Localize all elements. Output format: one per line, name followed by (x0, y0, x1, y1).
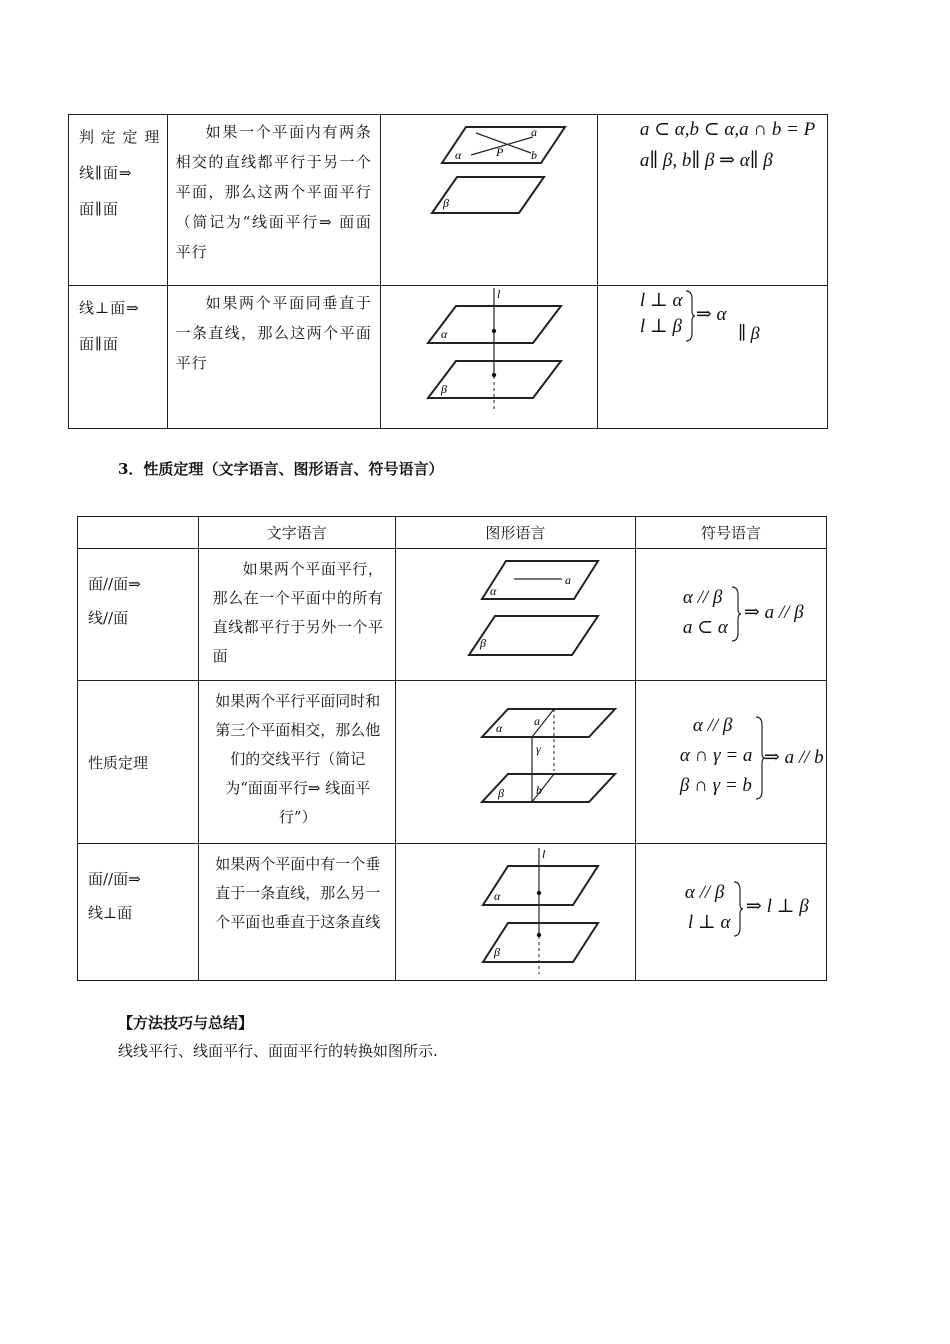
figure-cell (395, 844, 635, 981)
table-row (78, 549, 827, 681)
figure-cell (395, 681, 635, 844)
label-beta: β (493, 945, 500, 959)
category-cell (78, 681, 199, 844)
description-cell: 如果两个平面中有一个垂直于一条直线，那么另一个平面也垂直于这条直线 (198, 844, 395, 981)
symbol-cell (597, 286, 827, 429)
category-line: 线//面 (88, 609, 129, 627)
label-a: a (530, 125, 537, 139)
symbol-result: ⇒ a // β (743, 602, 804, 623)
symbol-line: a∥ β, b∥ β ⇒ α∥ β (639, 150, 773, 171)
intersection-point (492, 373, 496, 377)
tips-text: 线线平行、线面平行、面面平行的转换如图所示. (118, 1042, 438, 1060)
label-p: P (495, 145, 504, 159)
table-row (69, 286, 828, 429)
symbol-line: l ⊥ α (639, 290, 683, 311)
category-line: 线⊥面 (88, 904, 133, 922)
category-cell (78, 844, 199, 981)
symbol-result: ⇒ l ⊥ β (745, 896, 809, 917)
label-beta: β (497, 786, 504, 800)
theorem-table-properties (77, 516, 827, 981)
two-planes-intersecting-lines-figure (381, 115, 597, 285)
category-line: 线⊥面⇒ (79, 299, 140, 317)
figure-cell (380, 286, 597, 429)
symbol-cell (635, 681, 826, 844)
two-parallel-planes-cut-by-third-figure (396, 681, 635, 843)
plane-beta (483, 923, 598, 962)
label-alpha: α (493, 889, 501, 903)
symbol-line: α // β (682, 587, 723, 608)
theorem-table-judgement (68, 114, 828, 429)
intersection-point (537, 933, 541, 937)
symbol-cell (635, 549, 826, 681)
label-a: a (533, 714, 540, 728)
symbol-result: ⇒ α (695, 304, 727, 325)
label-b: b (530, 148, 537, 162)
description-cell: 如果一个平面内有两条相交的直线都平行于另一个平面，那么这两个平面平行（简记为“线面平行⇒ 面面平行 (167, 115, 380, 286)
label-alpha: α (454, 148, 462, 162)
category-cell (69, 115, 168, 286)
label-beta: β (479, 636, 486, 650)
symbol-line: a ⊂ α (682, 617, 728, 638)
label-b: b (535, 783, 542, 797)
section-title: 3．性质定理（文字语言、图形语言、符号语言） (118, 460, 444, 478)
category-line: 面//面⇒ (88, 575, 141, 593)
line-a (476, 133, 531, 153)
symbol-line: α ∩ γ = a (679, 745, 753, 766)
symbol-line: β ∩ γ = b (679, 775, 752, 796)
category-cell (69, 286, 168, 429)
category-line: 面∥面 (79, 200, 119, 218)
description-cell: 如果两个平面平行，那么在一个平面中的所有直线都平行于另外一个平面 (198, 549, 395, 681)
table-row (78, 681, 827, 844)
intersection-point (537, 891, 541, 895)
category-line: 面∥面 (79, 335, 119, 353)
brace (730, 585, 742, 643)
label-a: a (564, 573, 571, 587)
header-cell: 图形语言 (395, 517, 635, 549)
symbol-line: α // β (692, 715, 733, 736)
table-row (69, 115, 828, 286)
label-l: l (496, 287, 501, 301)
label-l: l (541, 847, 546, 861)
category-line: 判 定 定 理 (79, 128, 161, 146)
symbol-cell (597, 115, 827, 286)
parallel-planes-perpendicular-line-figure (396, 844, 635, 980)
symbol-result: ⇒ a // b (763, 747, 824, 768)
tips-title: 【方法技巧与总结】 (118, 1014, 254, 1032)
symbol-line: l ⊥ β (639, 316, 682, 337)
label-alpha: α (489, 584, 497, 598)
category-line: 性质定理 (88, 753, 149, 772)
brace (684, 289, 696, 343)
header-cell (78, 517, 199, 549)
category-cell (78, 549, 199, 681)
symbol-result: ∥ β (737, 323, 760, 343)
header-cell: 符号语言 (635, 517, 826, 549)
description-cell: 如果两个平行平面同时和第三个平面相交，那么他们的交线平行（简记为“面面平行⇒ 线面平行”） (198, 681, 395, 844)
symbol-line: α // β (684, 882, 725, 903)
description-cell: 如果两个平面同垂直于一条直线，那么这两个平面平行 (167, 286, 380, 429)
header-cell: 文字语言 (198, 517, 395, 549)
brace (732, 880, 744, 938)
plane-alpha (482, 561, 598, 599)
label-alpha: α (495, 721, 503, 735)
figure-cell (380, 115, 597, 286)
label-gamma: γ (535, 742, 541, 756)
plane-beta (469, 616, 598, 655)
table-row (78, 844, 827, 981)
figure-cell (395, 549, 635, 681)
symbol-cell (635, 844, 826, 981)
table-header-row (78, 517, 827, 549)
parallel-planes-line-figure (396, 549, 635, 680)
label-alpha: α (440, 327, 448, 341)
intersection-point (492, 329, 496, 333)
symbol-line: a ⊂ α,b ⊂ α,a ∩ b = P (639, 119, 816, 140)
label-beta: β (442, 196, 449, 210)
category-line: 线∥面⇒ (79, 164, 133, 182)
label-beta: β (440, 382, 447, 396)
two-planes-perpendicular-line-figure (381, 286, 597, 428)
category-line: 面//面⇒ (88, 870, 141, 888)
symbol-line: l ⊥ α (687, 912, 731, 933)
